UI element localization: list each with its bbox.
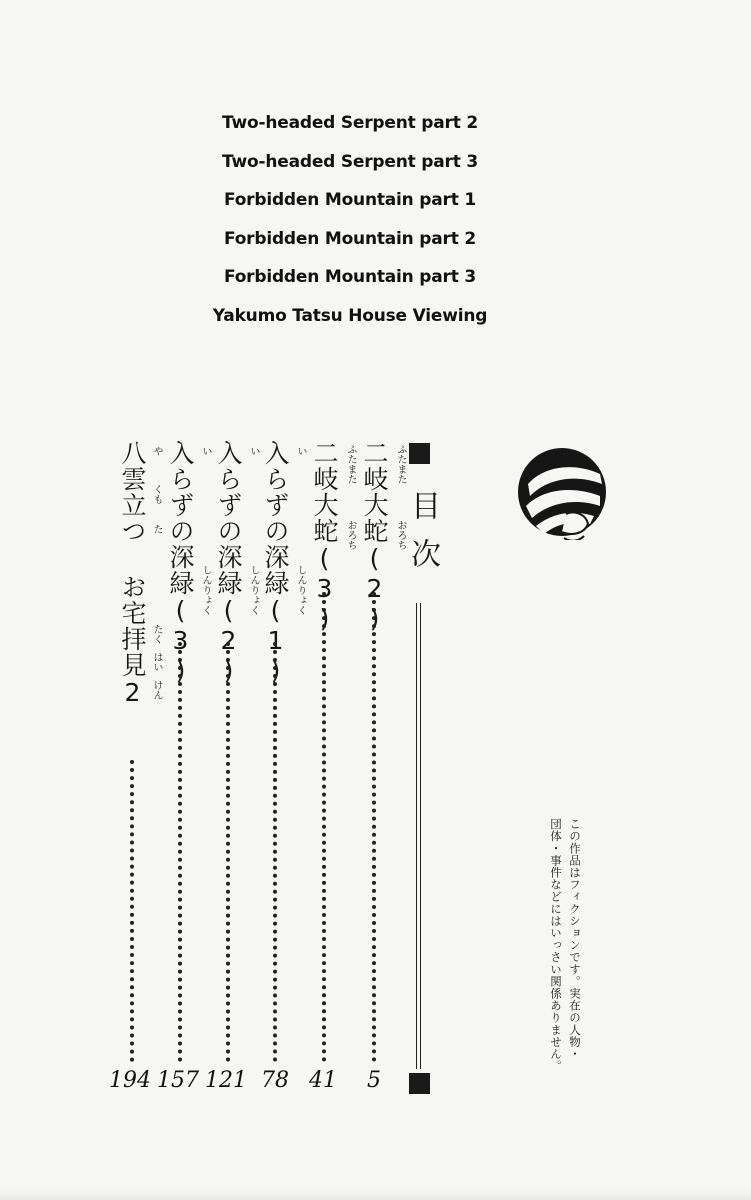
translation-line-4: Forbidden Mountain part 2 [223,228,477,249]
disclaimer-line-2: 団体・事件などにはいっさい関係ありません。 [549,818,563,1073]
toc-entry-5 [160,440,200,686]
page-edge [0,1190,751,1200]
translation-line-3: Forbidden Mountain part 1 [223,190,477,210]
furigana: おろち [395,520,406,550]
furigana: しんりょく [200,565,211,615]
disclaimer-line-1: この作品はフィクションです。実在の人物・ [568,818,582,1060]
furigana: た [151,524,162,534]
furigana: い [248,446,259,456]
toc-page-number: 194 [109,1068,151,1093]
toc-leader-dots [178,642,182,1062]
toc-entry-1 [354,440,394,634]
toc-page-number: 5 [367,1068,381,1093]
furigana: い [295,446,306,456]
toc-heading: 目次 [405,490,440,586]
toc-marker-bottom [409,1073,430,1094]
translation-line-1: Two-headed Serpent part 2 [222,113,478,133]
translation-line-5: Forbidden Mountain part 3 [223,267,477,287]
toc-entry-title: 八雲立つ お宅拝見2 [118,440,147,708]
toc-entry-title: 入らずの深緑 [214,440,243,596]
furigana: しんりょく [248,565,259,615]
furigana: おろち [345,520,356,550]
toc-entry-title: 二岐大蛇 [360,440,389,544]
toc-page-number: 41 [309,1068,337,1093]
translation-list [0,104,700,335]
toc-leader-dots [273,642,277,1062]
toc-entry-part: (2) [360,544,389,634]
furigana: たく [151,624,162,644]
furigana: くも [151,484,162,504]
toc-entry-part: (3) [310,544,339,634]
toc-page-number: 157 [157,1068,199,1093]
furigana: しんりょく [295,565,306,615]
toc-entry-2 [304,440,344,634]
toc-leader-dots [226,642,230,1062]
toc-entry-4 [208,440,248,686]
toc-entry-title: 入らずの深緑 [261,440,290,596]
toc-double-rule [416,603,421,1069]
toc-entry-6 [112,440,152,708]
translation-line-6: Yakumo Tatsu House Viewing [212,305,488,326]
fiction-disclaimer [546,818,584,1128]
toc-entry-part: (3) [166,596,195,686]
toc-page-number: 121 [205,1068,247,1093]
publisher-logo-icon [514,444,610,540]
toc-entry-3 [255,440,295,686]
toc-leader-dots [130,760,134,1062]
toc-entry-title: 二岐大蛇 [310,440,339,544]
toc-leader-dots [322,592,326,1062]
toc-entry-title: 入らずの深緑 [166,440,195,596]
furigana: や [151,446,162,456]
toc-marker-top [409,443,430,464]
toc-entry-part: (2) [214,596,243,686]
translation-line-2: Two-headed Serpent part 3 [222,151,478,172]
toc-page-number: 78 [261,1068,289,1093]
furigana: い [200,446,211,456]
furigana: はい [151,652,162,672]
toc-leader-dots [372,592,376,1062]
furigana: けん [151,680,162,700]
furigana: ふたまた [395,444,406,484]
furigana: ふたまた [345,444,356,484]
toc-entry-part: (1) [261,596,290,686]
